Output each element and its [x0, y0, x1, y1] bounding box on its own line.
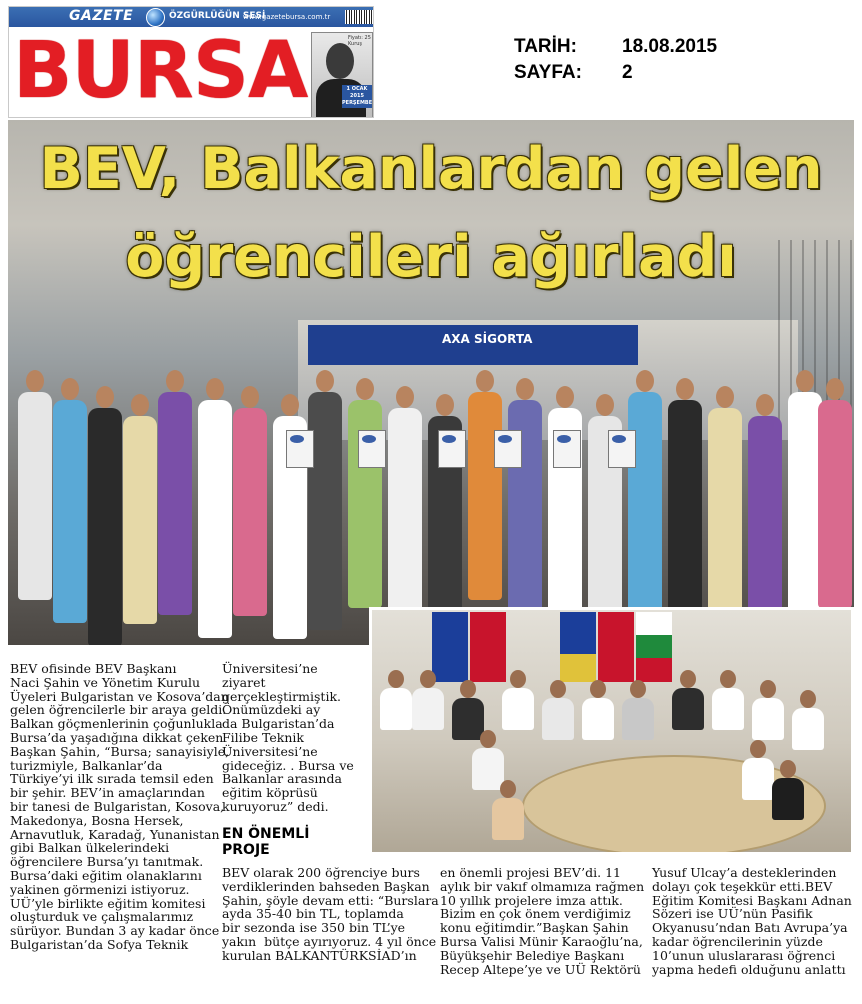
certificate [494, 430, 522, 468]
portrait-image [311, 32, 373, 118]
article-column-1: BEV ofisinde BEV Başkanı Naci Şahin ve Yönetim Kurulu Üyeleri Bulgaristan ve Kosova’dan gelen öğrencilerle bir araya geldi. Balkan göçmenlerinin çoğunlukla Bursa’da yaşadığına dikkat çeken Başkan Şahin, “Bursa; sanayisiyle, turizmiyle, Balkanlar’da Türkiye’yi ilk sırada temsil eden bir şehir. BEV’in amaçlarından bir tanesi de Bulgaristan, Kosova, Makedonya, Bosna Hersek, Arnavutluk, Karadağ, Yunanistan gibi Balkan ülkelerindeki öğrencilere Bursa’yı tanıtmak. Bursa’daki eğitim olanaklarını yakinen görmenizi istiyoruz. UÜ’yle birlikte eğitim komitesi oluşturduk ve çalışmalarımız sürüyor. Bundan 3 ay kadar önce Bulgaristan’da Sofya Teknik [10, 661, 230, 952]
article-subhead: EN ÖNEMLİ PROJE [222, 826, 310, 858]
issue-date-badge: 1 OCAK 2015 PERŞEMBE [342, 86, 373, 106]
photo-person [348, 378, 382, 608]
headline-line-1: BEV, Balkanlardan gelen [39, 136, 823, 202]
article-column-3: en önemli projesi BEV’di. 11 aylık bir vakıf olmamıza rağmen 10 yıllık projelere imza attık. Bizim en çok önem verdiğimiz konu eğitimdir.”Başkan Şahin Bursa Valisi Münir Karaoğlu’na, Büyükşehir Belediye Başkanı Recep Altepe’ye ve UÜ Rektörü [440, 865, 645, 977]
photo-person [668, 378, 702, 638]
article-column-2-bottom: BEV olarak 200 öğrenciye burs verdiklerinden bahseden Başkan Şahin, şöyle devam etti: “Burslara ayda 35-40 bin TL, toplamda bir sezonda ise 350 bin TL’ye yakın bütçe ayırıyoruz. 4 yıl önce kurulan BALKANTÜRKSİAD’ın [222, 865, 439, 963]
photo-person [88, 386, 122, 645]
certificate [438, 430, 466, 468]
page-label: SAYFA: [514, 62, 582, 83]
photo-person [818, 378, 852, 608]
photo-sign-text: AXA SİGORTA [442, 332, 533, 346]
article-column-4: Yusuf Ulcay’a desteklerinden dolayı çok teşekkür etti.BEV Eğitim Komitesi Başkanı Adnan Sözeri ise UÜ’nün Pasifik Okyanusu’ndan Batı Avrupa’ya kadar öğrencilerinin yüzde 10’unun uluslararası öğrenci yapma hedefi olduğunu anlattı [652, 865, 852, 977]
photo-flag [432, 612, 468, 682]
photo-flag [470, 612, 506, 682]
certificate [358, 430, 386, 468]
photo-person [158, 370, 192, 615]
photo-person [308, 370, 342, 630]
certificate [608, 430, 636, 468]
article-column-2-top: Üniversitesi’ne ziyaret gerçekleştirmiştik. Önümüzdeki ay da Bulgaristan’da Filibe Teknik Üniversitesi’ne gideceğiz. . Bursa ve Balkanlar arasında eğitim köprüsü kuruyoruz” dedi. [222, 661, 354, 814]
photo-person [18, 370, 52, 600]
barcode-icon [345, 10, 373, 24]
photo-flag [598, 612, 634, 682]
inset-photo [369, 607, 854, 855]
photo-person [708, 386, 742, 616]
photo-person [588, 394, 622, 624]
photo-flag [636, 612, 672, 682]
photo-person [388, 386, 422, 631]
photo-person [233, 386, 267, 616]
photo-person [788, 370, 822, 630]
headline-line-2: öğrencileri ağırladı [125, 224, 737, 290]
photo-person [748, 394, 782, 639]
portrait-face [326, 43, 354, 79]
photo-flag [560, 612, 596, 682]
main-photo [8, 120, 854, 645]
photo-person [468, 370, 502, 600]
photo-person [198, 378, 232, 638]
masthead-brand: GAZETE [69, 8, 134, 24]
newspaper-logo: BURSA [13, 26, 308, 116]
photo-person [628, 370, 662, 615]
certificate [553, 430, 581, 468]
page-value: 2 [622, 62, 633, 83]
date-value: 18.08.2015 [622, 36, 718, 57]
photo-person [123, 394, 157, 624]
photo-person [508, 378, 542, 623]
date-label: TARİH: [514, 36, 577, 57]
photo-person [53, 378, 87, 623]
masthead-website: www.gazetebursa.com.tr [243, 13, 331, 21]
price-label: Fiyatı: 25 Kuruş [348, 35, 371, 47]
certificate [286, 430, 314, 468]
masthead-slogan: ÖZGÜRLÜĞÜN SESİ [169, 11, 266, 21]
newspaper-masthead [8, 6, 374, 118]
